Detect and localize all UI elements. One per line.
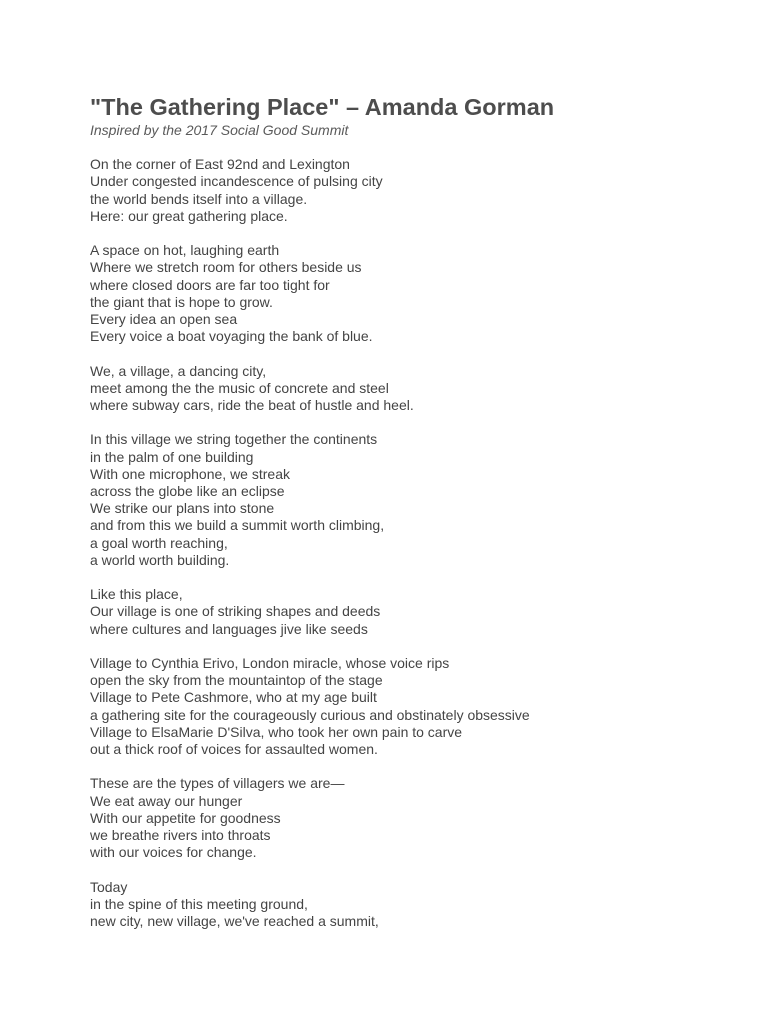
document-title: "The Gathering Place" – Amanda Gorman <box>90 94 555 120</box>
stanza <box>90 775 730 861</box>
poem-line: out a thick roof of voices for assaulted women. <box>90 741 378 758</box>
stanza <box>90 586 730 638</box>
poem-line: the giant that is hope to grow. <box>90 293 273 310</box>
poem-line: in the spine of this meeting ground, <box>90 895 308 912</box>
poem-line: a world worth building. <box>90 551 230 568</box>
poem-line: These are the types of villagers we are— <box>90 775 345 792</box>
poem-line: where subway cars, ride the beat of hustle and heel. <box>90 397 414 413</box>
poem-line: where cultures and languages jive like seeds <box>90 620 368 637</box>
poem-line: Like this place, <box>90 586 183 603</box>
poem-line: Every idea an open sea <box>90 311 238 327</box>
poem-line: the world bends itself into a village. <box>90 190 308 207</box>
poem-line: Village to Pete Cashmore, who at my age built <box>90 689 377 706</box>
poem-line: a goal worth reaching, <box>90 534 228 551</box>
document-subtitle: Inspired by the 2017 Social Good Summit <box>90 122 349 138</box>
document-page <box>90 92 730 947</box>
poem-line: open the sky from the mountaintop of the stage <box>90 672 383 689</box>
poem-line: we breathe rivers into throats <box>90 827 271 844</box>
poem-line: Today <box>90 878 128 895</box>
poem-line: Under congested incandescence of pulsing city <box>90 173 383 190</box>
stanza <box>90 431 730 569</box>
poem-line: We eat away our hunger <box>90 792 243 809</box>
poem-body <box>90 156 730 930</box>
stanza <box>90 242 730 345</box>
poem-line: new city, new village, we've reached a summit, <box>90 913 379 930</box>
poem-line: across the globe like an eclipse <box>90 483 285 499</box>
poem-line: and from this we build a summit worth climbing, <box>90 517 385 534</box>
poem-line: in the palm of one building <box>90 448 254 465</box>
poem-line: Village to ElsaMarie D'Silva, who took her own pain to carve <box>90 723 463 740</box>
poem-line: With our appetite for goodness <box>90 809 281 826</box>
poem-line: Here: our great gathering place. <box>90 207 288 224</box>
poem-line: In this village we string together the continents <box>90 431 378 448</box>
poem-line: with our voices for change. <box>90 844 257 861</box>
poem-line: Where we stretch room for others beside us <box>90 259 362 276</box>
poem-line: where closed doors are far too tight for <box>90 276 330 293</box>
poem-line: We, a village, a dancing city, <box>90 362 267 379</box>
poem-line: With one microphone, we streak <box>90 465 290 482</box>
poem-line: On the corner of East 92nd and Lexington <box>90 156 350 173</box>
poem-line: Village to Cynthia Erivo, London miracle, whose voice rips <box>90 655 450 671</box>
poem-line: Our village is one of striking shapes and deeds <box>90 603 381 620</box>
poem-line: meet among the the music of concrete and steel <box>90 379 389 396</box>
stanza <box>90 156 730 225</box>
poem-line: A space on hot, laughing earth <box>90 242 280 259</box>
stanza <box>90 655 730 758</box>
stanza <box>90 879 730 931</box>
poem-line: Every voice a boat voyaging the bank of blue. <box>90 328 373 345</box>
poem-line: We strike our plans into stone <box>90 500 275 517</box>
stanza <box>90 363 730 415</box>
poem-line: a gathering site for the courageously curious and obstinately obsessive <box>90 706 530 723</box>
